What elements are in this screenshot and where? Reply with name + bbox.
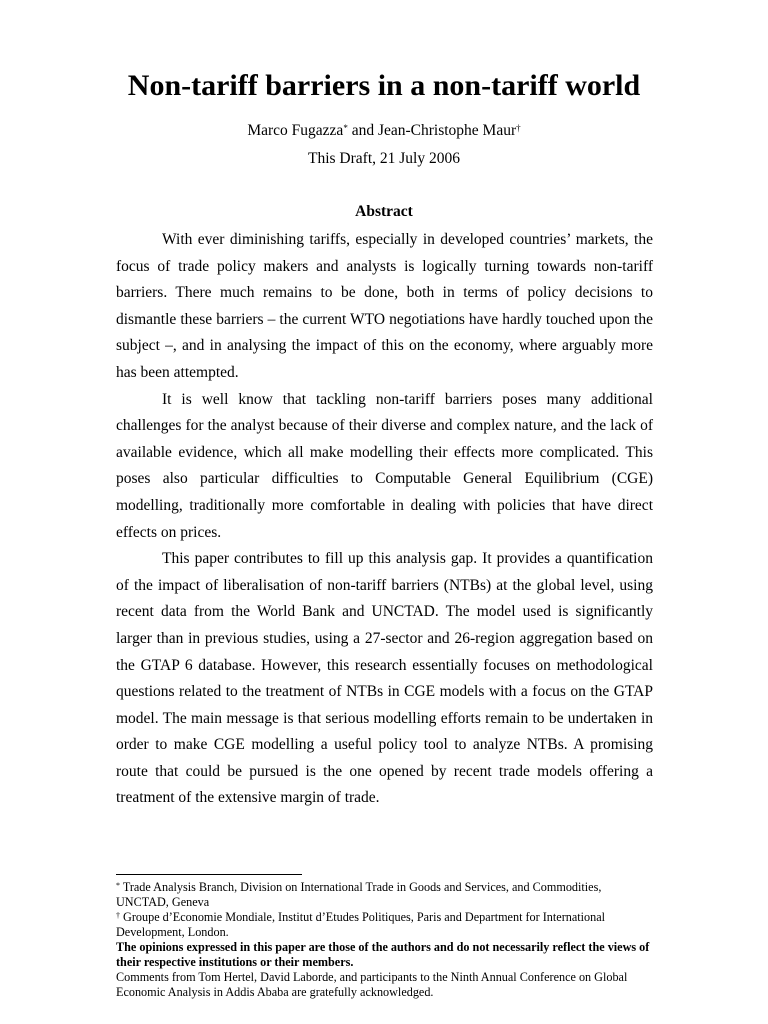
- footnote-text: Groupe d’Economie Mondiale, Institut d’Etudes Politiques, Paris and Department for International Development, London.: [116, 910, 606, 939]
- abstract-body: [116, 227, 653, 812]
- footnote-divider: [116, 874, 302, 875]
- abstract-paragraph: This paper contributes to fill up this analysis gap. It provides a quantification of the impact of liberalisation of non-tariff barriers (NTBs) at the global level, using recent data from the World Bank and UNCTAD. The model used is significantly larger than in previous studies, using a 27-sector and 26-region aggregation based on the GTAP 6 database. However, this research essentially focuses on methodological questions related to the treatment of NTBs in CGE models with a focus on the GTAP model. The main message is that serious modelling efforts remain to be undertaken in order to make CGE modelling a useful policy tool to analyze NTBs. A promising route that could be pursued is the one opened by recent trade models offering a treatment of the extensive margin of trade.: [116, 550, 653, 807]
- footnote: [116, 910, 653, 940]
- footnote-marker: *: [116, 881, 120, 890]
- draft-date: This Draft, 21 July 2006: [308, 150, 460, 167]
- author-conjunction: and: [347, 122, 378, 139]
- paper-title: Non-tariff barriers in a non-tariff world: [127, 69, 641, 102]
- author-line: [0, 121, 768, 141]
- footnote-marker: *: [343, 123, 348, 133]
- author-name: Jean-Christophe Maur: [377, 122, 517, 139]
- abstract-paragraph: It is well know that tackling non-tariff barriers poses many additional challenges for the analyst because of their diverse and complex nature, and the lack of available evidence, which all make modelling their effects more complicated. This poses also particular difficulties to Computable General Equilibrium (CGE) modelling, traditionally more comfortable in dealing with policies that have direct effects on prices.: [116, 390, 653, 541]
- abstract-paragraph: With ever diminishing tariffs, especially in developed countries’ markets, the focus of trade policy makers and analysts is logically turning towards non-tariff barriers. There much remains to be done, both in terms of policy decisions to dismantle these barriers – the current WTO negotiations have hardly touched upon the subject –, and in analysing the impact of this on the economy, where arguably more has been attempted.: [116, 231, 653, 381]
- footnote-marker: †: [116, 911, 120, 920]
- footnote: [116, 880, 653, 910]
- footnote-marker: †: [516, 123, 521, 133]
- disclaimer-note: The opinions expressed in this paper are those of the authors and do not necessarily reflect the views of their respective institutions or their members.: [116, 940, 650, 969]
- footnote-text: Trade Analysis Branch, Division on International Trade in Goods and Services, and Commodities, UNCTAD, Geneva: [116, 880, 602, 909]
- abstract-heading: Abstract: [355, 203, 413, 220]
- acknowledgement-note: Comments from Tom Hertel, David Laborde, and participants to the Ninth Annual Conference on Global Economic Analysis in Addis Ababa are gratefully acknowledged.: [116, 970, 628, 999]
- footnotes: [116, 880, 653, 1000]
- author-name: Marco Fugazza: [247, 122, 344, 139]
